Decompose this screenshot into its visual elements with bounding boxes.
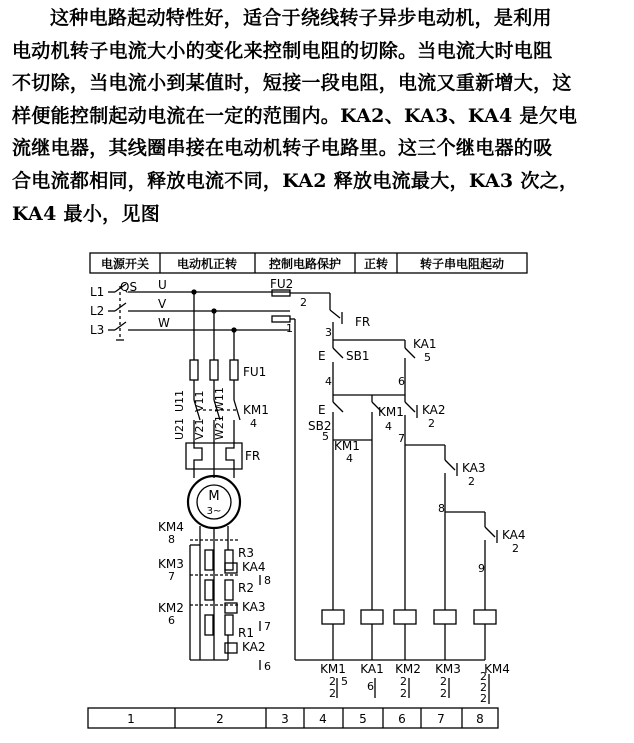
paragraph-line: KA4 最小，见图 — [12, 202, 161, 225]
terminal-w21: W21 — [213, 415, 226, 440]
power-circuit — [90, 278, 290, 673]
fr-heater-label: FR — [245, 449, 261, 463]
coil-label-km2: KM2 — [395, 662, 421, 676]
terminal-w11: W11 — [213, 387, 226, 412]
paragraph-line: 流继电器，其线圈串接在电动机转子电路里。这三个继电器的吸 — [12, 137, 553, 160]
terminal-u21: U21 — [173, 417, 186, 440]
sb1-label: SB1 — [346, 349, 370, 363]
ka2-rotor-coil — [225, 643, 237, 653]
ka3-rotor-label: KA3 — [242, 600, 266, 614]
svg-text:2: 2 — [480, 681, 487, 694]
motor-sub: 3~ — [206, 506, 222, 517]
svg-text:2: 2 — [440, 675, 447, 688]
sb2-label: SB2 — [308, 419, 332, 433]
terminal-v11: V11 — [193, 390, 206, 412]
footer-zone: 5 — [359, 712, 367, 726]
ka4-contact-label: KA4 — [502, 528, 526, 542]
km1-main-label: KM1 — [243, 403, 269, 417]
node-2: 2 — [300, 296, 307, 309]
e2-label: E — [318, 403, 326, 417]
ka4-contact-ref: 2 — [512, 542, 519, 555]
coil-label-ka1: KA1 — [360, 662, 384, 676]
node-4: 4 — [325, 375, 332, 388]
node-7: 7 — [398, 432, 405, 445]
header-cell: 电源开关 — [100, 257, 150, 271]
coil-refs-km2 — [400, 675, 409, 700]
terminal-u11: U11 — [173, 389, 186, 412]
svg-text:2: 2 — [440, 687, 447, 700]
ka2-contact-ref: 2 — [428, 417, 435, 430]
header-cell: 正转 — [363, 257, 389, 271]
svg-text:2: 2 — [329, 675, 336, 688]
ka2-rotor-label: KA2 — [242, 640, 266, 654]
e1-label: E — [318, 349, 326, 363]
control-circuit — [270, 277, 526, 705]
coil-km4 — [474, 610, 496, 624]
footer-zone: 3 — [281, 712, 289, 726]
paragraph-line: 样便能控制起动电流在一定的范围内。KA2、KA3、KA4 是欠电 — [12, 104, 578, 127]
diagram-header — [90, 253, 527, 273]
coil-refs-km1 — [329, 675, 348, 700]
ka4-rotor-label: KA4 — [242, 560, 266, 574]
qs-label: QS — [120, 280, 138, 294]
terminal-v21: V21 — [193, 418, 206, 440]
coil-km3 — [434, 610, 456, 624]
paragraph-line: 这种电路起动特性好，适合于绕线转子异步电动机，是利用 — [50, 7, 552, 29]
km1-hold-ref: 4 — [385, 420, 392, 433]
fr-contact-label: FR — [355, 315, 371, 329]
phase-v: V — [158, 297, 167, 311]
node-9: 9 — [478, 562, 485, 575]
coil-km2 — [394, 610, 416, 624]
footer-zone: 1 — [127, 712, 135, 726]
svg-text:2: 2 — [400, 687, 407, 700]
footer-zone: 4 — [319, 712, 327, 726]
km1-coil-link-label: KM1 — [334, 439, 360, 453]
paragraph-line: 电动机转子电流大小的变化来控制电阻的切除。当电流大时电阻 — [12, 39, 553, 62]
fu2-label: FU2 — [270, 277, 294, 291]
km1-main-ref: 4 — [250, 417, 257, 430]
svg-text:2: 2 — [480, 670, 487, 683]
km4-rotor-ref: 8 — [168, 533, 175, 546]
header-cell: 控制电路保护 — [268, 257, 342, 271]
phase-u: U — [158, 278, 167, 292]
line-label-l1: L1 — [90, 285, 105, 299]
ka1-contact-ref: 5 — [424, 351, 431, 364]
motor-label: M — [208, 489, 220, 504]
line-label-l2: L2 — [90, 304, 105, 318]
footer-zone: 7 — [437, 712, 445, 726]
coil-ka1 — [361, 610, 383, 624]
svg-text:6: 6 — [367, 680, 374, 693]
coil-label-km1: KM1 — [320, 662, 346, 676]
svg-text:2: 2 — [329, 687, 336, 700]
km1-hold-label: KM1 — [378, 405, 404, 419]
footer-zone: 8 — [476, 712, 484, 726]
svg-text:5: 5 — [341, 675, 348, 688]
svg-text:2: 2 — [480, 692, 487, 705]
fu1-label: FU1 — [243, 365, 267, 379]
coil-refs-ka1 — [367, 678, 375, 698]
footer-zone: 6 — [398, 712, 406, 726]
r2-label: R2 — [238, 581, 254, 595]
km3-rotor-label: KM3 — [158, 557, 184, 571]
phase-w: W — [158, 316, 170, 330]
diagram-footer — [88, 708, 498, 728]
km4-rotor-label: KM4 — [158, 520, 184, 534]
footer-zone: 2 — [216, 712, 224, 726]
ka1-contact-label: KA1 — [413, 337, 437, 351]
ka2-rotor-ref: 6 — [264, 660, 271, 673]
ka2-contact-label: KA2 — [422, 403, 446, 417]
coil-label-km3: KM3 — [435, 662, 461, 676]
line-label-l3: L3 — [90, 323, 105, 337]
ka3-contact-label: KA3 — [462, 461, 486, 475]
node-6: 6 — [398, 375, 405, 388]
r3-label: R3 — [238, 546, 254, 560]
coil-km1 — [322, 610, 344, 624]
node-3: 3 — [325, 326, 332, 339]
km2-rotor-label: KM2 — [158, 601, 184, 615]
km2-rotor-ref: 6 — [168, 614, 175, 627]
ka3-contact-ref: 2 — [468, 475, 475, 488]
node-5: 5 — [322, 430, 329, 443]
coil-label-km4: KM4 — [484, 662, 510, 676]
ka3-rotor-ref: 7 — [264, 620, 271, 633]
paragraph-line: 不切除，当电流小到某值时，短接一段电阻，电流又重新增大，这 — [12, 72, 572, 95]
node-1: 1 — [286, 322, 293, 335]
r1-label: R1 — [238, 626, 254, 640]
coil-refs-km3 — [440, 675, 449, 700]
km3-rotor-ref: 7 — [168, 570, 175, 583]
paragraph-line: 合电流都相同，释放电流不同，KA2 释放电流最大，KA3 次之， — [12, 169, 579, 192]
header-cell: 转子串电阻起动 — [419, 257, 505, 271]
ka4-rotor-coil — [225, 563, 237, 573]
node-8: 8 — [438, 502, 445, 515]
km1-coil-link-ref: 4 — [346, 452, 353, 465]
header-cell: 电动机正转 — [176, 257, 238, 271]
ka4-rotor-ref: 8 — [264, 574, 271, 587]
svg-text:2: 2 — [400, 675, 407, 688]
